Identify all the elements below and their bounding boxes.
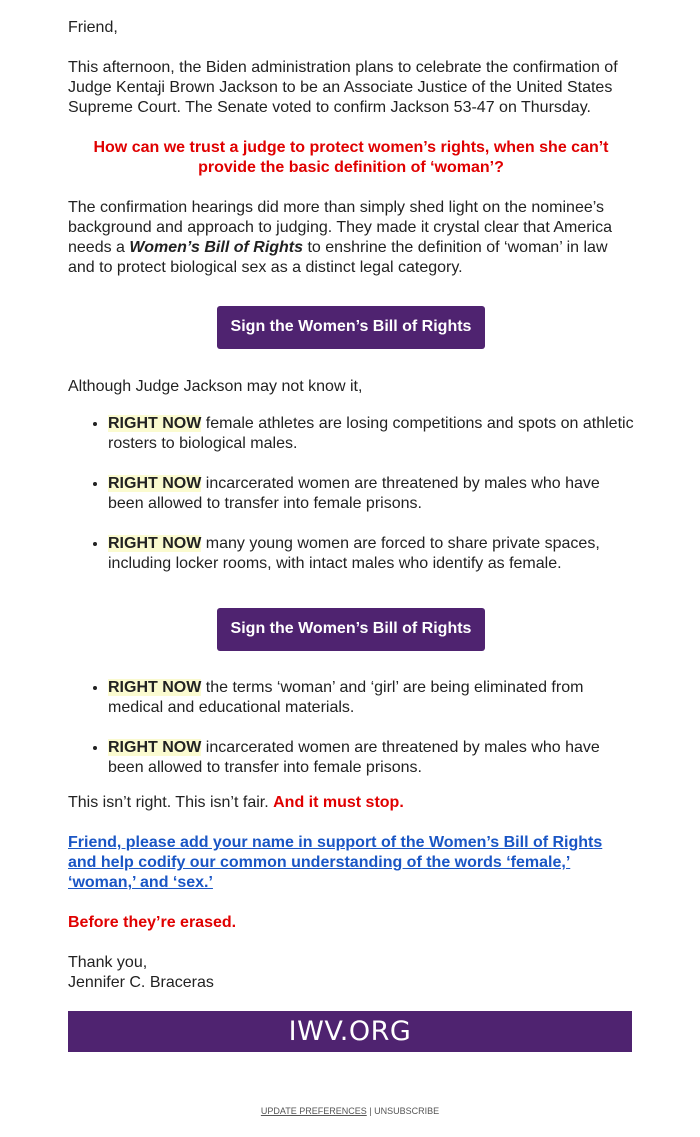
email-body (68, 18, 634, 993)
update-preferences-link[interactable]: UPDATE PREFERENCES (260, 1106, 367, 1116)
right-now-label: RIGHT NOW (108, 739, 202, 756)
intro-paragraph: This afternoon, the Biden administration plans to celebrate the confirmation of Judge Kentaji Brown Jackson to be an Associate Justice of the United States Supreme Court. The Senate voted to confirm Jackson 53-47 on Thursday. (68, 59, 618, 116)
list-item (108, 738, 634, 778)
thanks-text: Thank you, (68, 954, 148, 971)
erased-text: Before they’re erased. (68, 914, 237, 931)
list-item-text: female athletes are losing competitions and spots on athletic rosters to biological males. (108, 415, 634, 452)
right-now-list-2 (68, 678, 634, 778)
right-now-label: RIGHT NOW (108, 475, 202, 492)
not-fair-text: This isn’t right. This isn’t fair. (68, 794, 274, 811)
list-item (108, 414, 634, 454)
sign-bill-button-2[interactable]: Sign the Women’s Bill of Rights (217, 608, 486, 651)
iwv-logo-banner[interactable]: IWV.ORG (68, 1011, 632, 1052)
cta-wrap-1 (68, 306, 634, 349)
sign-bill-button-1[interactable]: Sign the Women’s Bill of Rights (217, 306, 486, 349)
body-text-after: to enshrine the definition of ‘woman’ in law and to protect biological sex as a distinct legal category. (68, 239, 608, 276)
list-item (108, 678, 634, 718)
must-stop-text: And it must stop. (273, 794, 404, 811)
signature: Jennifer C. Braceras (68, 974, 214, 991)
unsubscribe-link[interactable]: UNSUBSCRIBE (374, 1106, 440, 1116)
right-now-label: RIGHT NOW (108, 679, 202, 696)
list-item-text: the terms ‘woman’ and ‘girl’ are being eliminated from medical and educational materials. (108, 679, 584, 716)
bill-of-rights-emphasis: Women’s Bill of Rights (129, 239, 304, 256)
although-text: Although Judge Jackson may not know it, (68, 378, 363, 395)
list-item-text: many young women are forced to share private spaces, including locker rooms, with intact males who identify as female. (108, 535, 600, 572)
headline-question: How can we trust a judge to protect women’s rights, when she can’t provide the basic definition of ‘woman’? (93, 139, 609, 176)
right-now-label: RIGHT NOW (108, 415, 202, 432)
greeting: Friend, (68, 19, 118, 36)
list-item-text: incarcerated women are threatened by males who have been allowed to transfer into female prisons. (108, 739, 600, 776)
petition-link[interactable]: Friend, please add your name in support of the Women’s Bill of Rights and help codify our common understanding of the words ‘female,’ ‘woman,’ and ‘sex.’ (68, 834, 603, 891)
list-item (108, 474, 634, 514)
cta-wrap-2 (68, 608, 634, 651)
list-item (108, 534, 634, 574)
list-item-text: incarcerated women are threatened by males who have been allowed to transfer into female prisons. (108, 475, 600, 512)
right-now-list-1 (68, 414, 634, 574)
petition-link-paragraph (68, 833, 634, 893)
right-now-label: RIGHT NOW (108, 535, 202, 552)
body-paragraph (68, 198, 634, 278)
email-footer (0, 1106, 700, 1117)
sign-off (68, 953, 634, 993)
body-text-before: The confirmation hearings did more than simply shed light on the nominee’s background and approach to judging. They made it crystal clear that America needs a (68, 199, 613, 256)
footer-separator: | (369, 1106, 372, 1116)
not-fair-paragraph (68, 793, 634, 813)
